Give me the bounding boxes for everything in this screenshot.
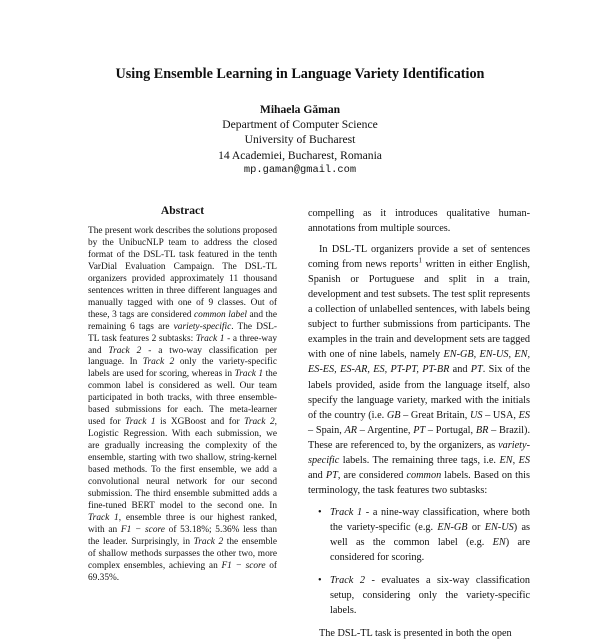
author-university: University of Bucharest — [244, 133, 356, 147]
author-department: Department of Computer Science — [222, 118, 378, 132]
body-paragraph-3: The DSL-TL task is presented in both the open — [319, 628, 512, 640]
right-column — [308, 206, 530, 641]
author-email: mp.gaman@gmail.com — [243, 163, 357, 176]
author-block — [0, 102, 600, 178]
paper-title: Using Ensemble Learning in Language Variety Identification — [115, 66, 485, 82]
footnote-mark: 1 — [418, 256, 423, 265]
left-column — [88, 204, 277, 585]
list-item: • Track 1 - a nine-way classification, where both the variety-specific (e.g. EN-GB or EN-US) as well as the common label (e.g. EN) are considered for scoring. — [318, 506, 530, 564]
author-address: 14 Academiei, Bucharest, Romania — [218, 148, 382, 162]
author-name: Mihaela Găman — [259, 103, 341, 116]
abstract-text: The present work describes the solutions proposed by the UnibucNLP team to address the closed format of the DSL-TL task featured in the tenth VarDial Evaluation Campaign. The DSL-TL organizers provided approximately 11 thousand sentences written in three different languages and manually tagged with one of 9 classes. Out of these, 3 tags are considered common label and the remaining 6 tags are variety-specific. The DSL-TL task features 2 subtasks: Track 1 - a three-way and Track 2 - a two-way classification per language. In Track 2 only the variety-specific labels are used for scoring, whereas in Track 1 the common label is considered as well. Our team participated in both tracks, with three ensemble-based submissions for each. The meta-learner used for Track 1 is XGBoost and for Track 2, Logistic Regression. With each submission, we are gradually increasing the complexity of the ensemble, starting with two shallow, string-kernel based methods. To the first ensemble, we add a convolutional neural network for our second submission. The third ensemble submitted adds a fine-tuned BERT model to the second one. In Track 1, ensemble three is our highest ranked, with an F1 − score of 53.18%; 5.36% less than the leader. Surprisingly, in Track 2 the ensemble of shallow methods surpasses the other two, more complex ensembles, achieving an F1 − score of 69.35%. — [88, 226, 278, 583]
abstract-heading: Abstract — [160, 204, 205, 217]
body-paragraph-2: In DSL-TL organizers provide a set of sentences coming from news reports$^1$ written in either English, Spanish or Portuguese and split in a train, development and test subsets. The test split represents a collection of unlabelled sentences, with labels being subject to further submissions from participants. The examples in the train and development sets are tagged with one of nine labels, namely EN-GB, EN-US, EN, ES-ES, ES-AR, ES, PT-PT, PT-BR and PT. Six of the labels provided, aside from the language itself, also specify the language variety, marked with the initials of the country (i.e. GB – Great Britain, US – USA, ES – Spain, AR – Argentine, PT – Portugal, BR – Brazil). These are referenced to, by the organizers, as variety-specific labels. The remaining three tags, i.e. EN, ES and PT, are considered common labels. Based on this terminology, the task features two subtasks: — [308, 244, 531, 496]
list-item: • Track 2 - evaluates a six-way classification setup, considering only the variety-specific labels. — [318, 575, 531, 617]
subtask-list — [308, 505, 530, 618]
body-paragraph-1: compelling as it introduces qualitative human-annotations from multiple sources. — [308, 208, 530, 235]
